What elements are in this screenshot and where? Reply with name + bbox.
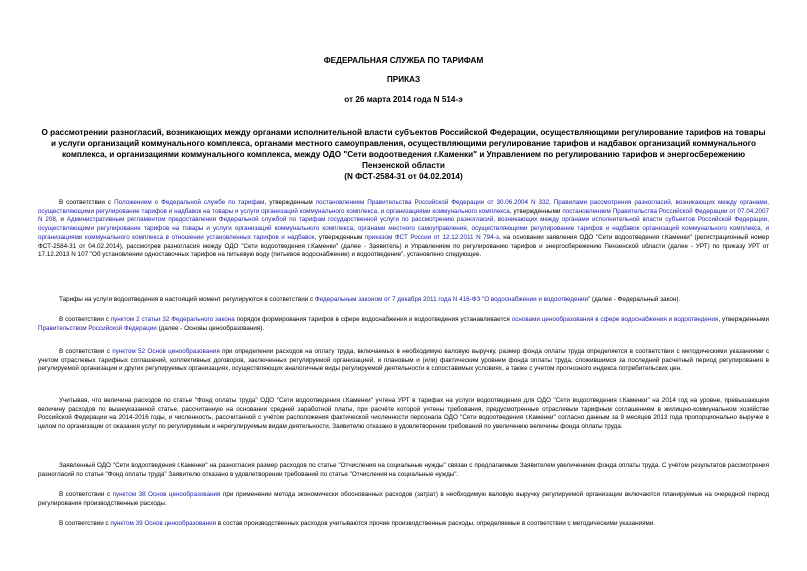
- document-link[interactable]: приказом ФСТ России от 12.12.2011 N 794-э: [364, 233, 499, 241]
- paragraph-text: (далее - Федеральный закон).: [590, 296, 681, 303]
- paragraph-text: , утвержденным: [314, 233, 365, 241]
- paragraph-text: (далее - Основы ценообразования).: [156, 324, 265, 332]
- document-link[interactable]: пунктом 2 статьи 32 Федерального закона: [110, 316, 235, 323]
- paragraph-text: В соответствии с: [59, 348, 113, 355]
- document-link[interactable]: постановлением Правительства Российской Федерации от 07.04.2007 N 208: [38, 207, 769, 224]
- paragraph-text: В соответствии с: [59, 316, 111, 323]
- paragraph: [38, 397, 769, 432]
- paragraph-text: , утвержденным: [264, 199, 316, 206]
- document-link[interactable]: пунктом 39 Основ ценообразования: [110, 520, 217, 527]
- paragraph: [38, 199, 769, 260]
- document-link[interactable]: Федеральным законом от 7 декабря 2011 года N 416-ФЗ "О водоснабжении и водоотведении": [314, 296, 591, 303]
- paragraph-text: В соответствии с: [59, 491, 113, 498]
- paragraph-text: , утвержденными: [509, 207, 563, 215]
- title-text: О рассмотрении разногласий, возникающих между органами исполнительной власти субъектов Российской Федерации, осуществляющими регулирование тарифов на товары и услуги организаций коммунального комплекса, органами местного самоуправления, осуществляющими регулирование тарифов и надбавок организаций коммунального комплекса, и организациями коммунального комплекса, между ОДО "Сети водоотведения г.Каменки" и Управлением по регулированию тарифов и энергосбережению Пензенской области: [41, 128, 766, 170]
- title-case-number: (N ФСТ-2584-31 от 04.02.2014): [344, 172, 463, 181]
- paragraph-text: В соответствии с: [59, 520, 111, 527]
- paragraph-text: Заявленный ОДО "Сети водоотведения г.Каменки" на разногласия размер расходов по статье "Отчисления на социальные нужды" связан с предлагаемым Заявителем увеличением фонда оплаты труда. С учётом результатов рассмотрения разногласий по статье "Фонд оплаты труда" Заявителю отказано в удовлетворении требований по статье "Отчисления на социальные нужды".: [38, 462, 769, 478]
- paragraph: [38, 491, 769, 508]
- document-link[interactable]: Административным регламентом предоставления Федеральной службой по тарифам государственной услуги по рассмотрению разногласий, возникающих между органами исполнительной власти субъектов Российской Федерации, осуществляющими регулирование тарифов на товары и услуги организаций коммунального комплекса, органами местного самоуправления, осуществляющими регулирование тарифов и надбавок организаций коммунального комплекса, и организациями коммунального комплекса в отношении установленных тарифов и надбавок: [38, 216, 770, 241]
- document-title: [38, 127, 769, 182]
- document-link[interactable]: основами ценообразования в сфере водоснабжения и водоотведения: [511, 316, 719, 323]
- document-date-number: от 26 марта 2014 года N 514-э: [344, 95, 463, 104]
- document-link[interactable]: пунктом 38 Основ ценообразования: [112, 491, 221, 498]
- document-link[interactable]: Правительством Российской Федерации: [38, 324, 157, 332]
- paragraph: [38, 316, 769, 333]
- document-link[interactable]: Правилами рассмотрения разногласий, возникающих между органами, осуществляющими регулирование тарифов и надбавок на товары и услуги организаций коммунального комплекса, и организациями коммунального комплекса: [38, 199, 769, 215]
- document-type: ПРИКАЗ: [386, 75, 421, 84]
- paragraph-text: В соответствии с: [59, 199, 115, 206]
- paragraph: [38, 348, 769, 374]
- agency-name: ФЕДЕРАЛЬНАЯ СЛУЖБА ПО ТАРИФАМ: [323, 56, 484, 65]
- document-link[interactable]: постановлением Правительства Российской Федерации от 30.06.2004 N 332: [315, 199, 549, 206]
- paragraph: [38, 296, 769, 305]
- paragraph-text: Тарифы на услуги водоотведения в настоящий момент регулируются в соответствии с: [59, 296, 315, 303]
- paragraph-text: , утвержденными: [718, 316, 769, 323]
- document-link[interactable]: Положением о Федеральной службе по тарифам: [114, 199, 265, 206]
- paragraph-text: при применении метода экономически обоснованных расходов (затрат) в необходимую валовую выручку регулируемой организации включаются планируемые на очередной период регулирования производственные расходы.: [38, 491, 770, 507]
- paragraph-text: порядок формирования тарифов в сфере водоснабжения и водоотведения устанавливается: [234, 316, 512, 323]
- paragraph-text: Учитывая, что величина расходов по статье "Фонд оплаты труда" ОДО "Сети водоотведения г.Каменки" учтена УРТ в тарифах на услуги водоотведения для ОДО "Сети водоотведения г.Каменки" на 2014 год на уровне, превышающем величину расходов по вышеуказанной статье, рассчитанную на основании средней заработной платы, при расчёте которой учтены требования, предусмотренные отраслевым тарифным соглашением в жилищно-коммунальном хозяйстве Российской Федерации на 2014-2016 годы, и численность, рассчитанной с учётом расположения фактической численности персонала ОДО "Сети водоотведения г.Каменки" согласно данным за 9 месяцев 2013 года пропорционально выручке в целом по организации от оказания услуг по регулируемым и нерегулируемым видам деятельности, Заявителю отказано в удовлетворении требований по увеличению величины фонда оплаты труда.: [38, 397, 769, 431]
- paragraph-text: ,: [548, 199, 554, 206]
- paragraph-text: , на основании заявления ОДО "Сети водоотведения г.Каменки" (регистрационный номер ФСТ-2584-31 от 04.02.2014), рассмотрев разногласия между ОДО "Сети водоотведения г.Каменки" (далее - Заявитель) и Управлением по регулированию тарифов и энергосбережению Пензенской области (далее - УРТ) по приказу УРТ от 17.12.2013 N 107 "Об установлении одноставочных тарифов на питьевую воду (питьевое водоснабжение) и водоотведение", установлено следующее.: [38, 233, 769, 259]
- paragraph-text: , и: [55, 216, 67, 224]
- paragraph: [38, 520, 769, 529]
- document-link[interactable]: пунктом 52 Основ ценообразования: [112, 348, 220, 355]
- paragraph: [38, 462, 769, 479]
- paragraph-text: в состав производственных расходов учитываются прочие производственные расходы, определяемые в соответствии с методическими указаниями.: [216, 520, 656, 527]
- paragraph-text: при определении расходов на оплату труда, включаемых в необходимую валовую выручку, размер фонда оплаты труда определяется в соответствии с методическими указаниями с учетом отраслевых тарифных соглашений, коллективных договоров, заключенных регулируемой организацией, и плановым и (или) фактическим уровнем фонда оплаты труда, сложившимся за последний расчетный период регулирования в регулируемой организации и других регулируемых организациях, осуществляющих аналогичные виды регулируемой деятельности в сопоставимых условиях, а также с учетом прогнозного индекса потребительских цен.: [38, 348, 769, 373]
